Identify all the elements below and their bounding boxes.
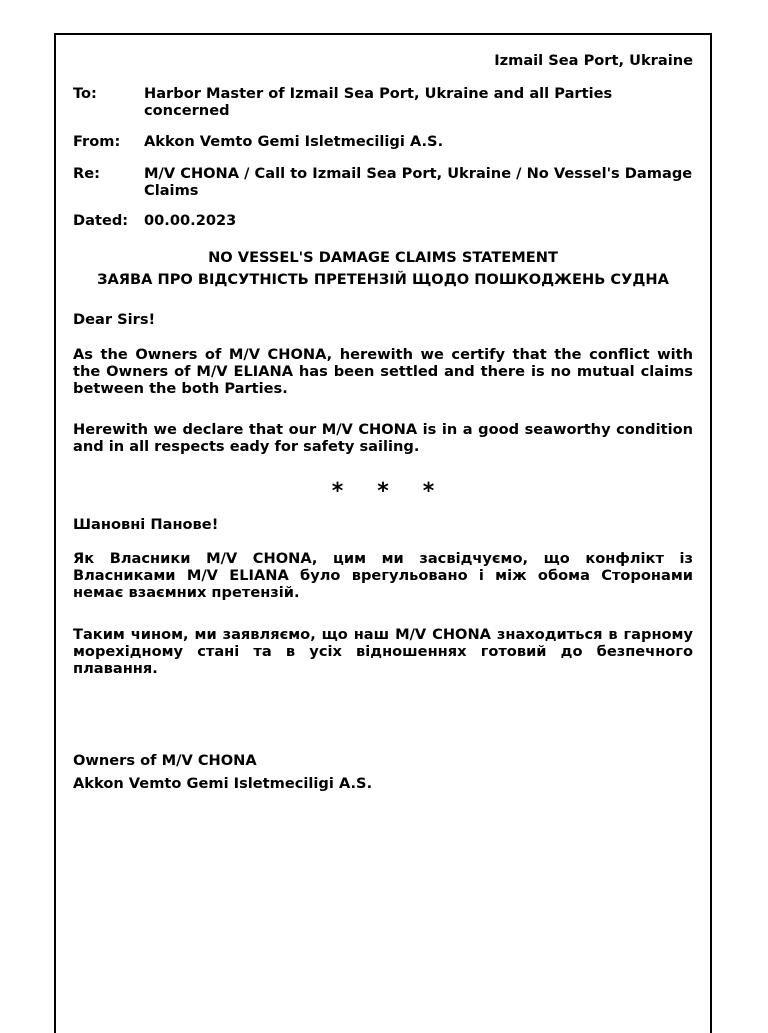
paragraph-ukrainian-2: Таким чином, ми заявляємо, що наш M/V CHONA знаходиться в гарному морехідному стані та в усіх відношеннях готовий до безпечного плавання.: [73, 626, 693, 677]
from-value: Akkon Vemto Gemi Isletmeciligi A.S.: [144, 133, 444, 150]
dated-label: Dated:: [73, 212, 129, 229]
separator-star: *: [377, 479, 389, 504]
dated-value: 00.00.2023: [144, 212, 237, 229]
to-value: Harbor Master of Izmail Sea Port, Ukraine and all Parties concerned: [144, 85, 613, 119]
greeting-english: Dear Sirs!: [73, 311, 156, 328]
title-english: NO VESSEL'S DAMAGE CLAIMS STATEMENT: [208, 249, 558, 266]
from-label: From:: [73, 133, 121, 150]
separator-star: *: [331, 479, 344, 504]
re-label: Re:: [73, 165, 100, 182]
paragraph-english-2: Herewith we declare that our M/V CHONA is in a good seaworthy condition and in all respects eady for safety sailing.: [73, 421, 693, 455]
paragraph-ukrainian-1: Як Власники M/V CHONA, цим ми засвідчуємо, що конфлікт із Власниками M/V ELIANA було врегульовано і між обома Сторонами немає взаємних претензій.: [73, 550, 693, 601]
re-value: M/V CHONA / Call to Izmail Sea Port, Ukraine / No Vessel's Damage Claims: [144, 165, 693, 199]
to-label: To:: [73, 85, 97, 102]
section-separator: [73, 479, 693, 504]
separator-star: *: [422, 479, 435, 504]
greeting-ukrainian: Шановні Панове!: [73, 516, 219, 533]
letter-place: Izmail Sea Port, Ukraine: [494, 52, 693, 69]
paragraph-english-1: As the Owners of M/V CHONA, herewith we certify that the conflict with the Owners of M/V ELIANA has been settled and there is no mutual claims between the both Parties.: [73, 346, 693, 397]
signature-line-1: Owners of M/V CHONA: [73, 752, 257, 769]
signature-line-2: Akkon Vemto Gemi Isletmeciligi A.S.: [73, 775, 373, 792]
title-ukrainian: ЗАЯВА ПРО ВІДСУТНІСТЬ ПРЕТЕНЗІЙ ЩОДО ПОШКОДЖЕНЬ СУДНА: [97, 271, 669, 288]
